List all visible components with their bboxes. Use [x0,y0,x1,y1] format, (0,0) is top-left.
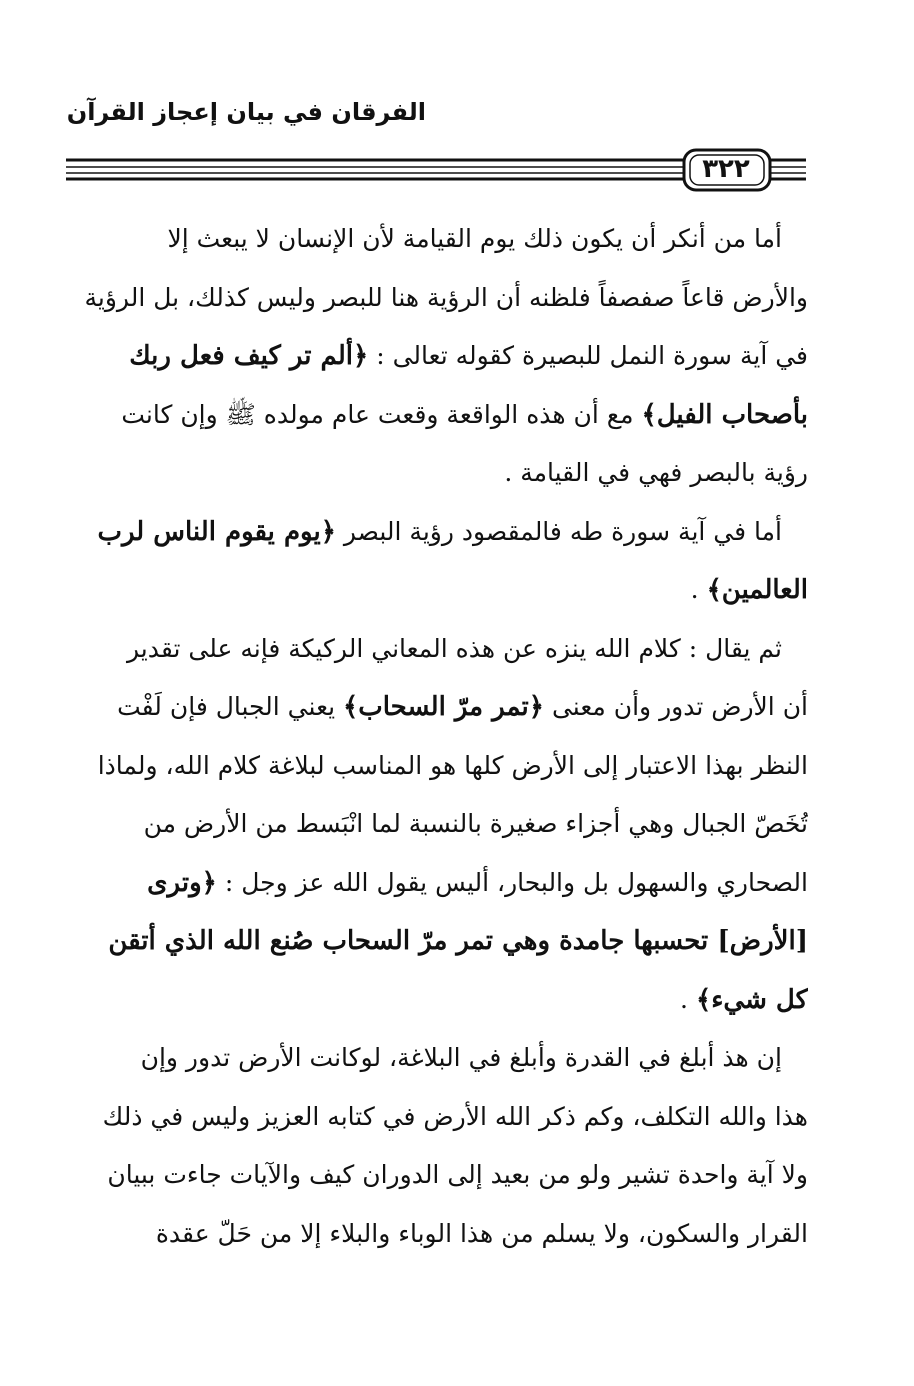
text-segment: أما في آية سورة طه فالمقصود رؤية البصر [335,516,782,546]
text-line [62,1146,808,1205]
quran-quote: ﴿ألم تر كيف فعل ربك [129,341,369,371]
text-line [62,678,808,737]
text-line [62,854,808,913]
text-line [62,971,808,1030]
text-segment: مع أن هذه الواقعة وقعت عام مولده ﷺ وإن كانت [121,399,642,429]
body-text [62,210,808,1263]
text-line [62,1205,808,1264]
quran-quote: ﴿تمر مرّ السحاب﴾ [343,692,545,722]
text-line [62,1029,808,1088]
text-line [62,386,808,445]
text-line [62,444,808,503]
text-segment: القرار والسكون، ولا يسلم من هذا الوباء والبلاء إلا من حَلّ عقدة [155,1218,808,1248]
running-title: الفرقان في بيان إعجاز القرآن [66,98,426,126]
text-line [62,1088,808,1147]
page-number: ٣٢٢ [702,154,750,184]
text-segment: هذا والله التكلف، وكم ذكر الله الأرض في كتابه العزيز وليس في ذلك [102,1101,808,1131]
text-line [62,620,808,679]
text-segment: النظر بهذا الاعتبار إلى الأرض كلها هو المناسب لبلاغة كلام الله، ولماذا [97,750,808,780]
text-line [62,269,808,328]
text-segment: يعني الجبال فإن لَفْت [117,692,344,721]
text-segment: أما من أنكر أن يكون ذلك يوم القيامة لأن الإنسان لا يبعث إلا [167,224,782,253]
quran-quote: ﴿يوم يقوم الناس لرب [97,516,336,547]
text-line [62,795,808,854]
text-line [62,561,808,620]
text-segment: والأرض قاعاً صفصفاً فلظنه أن الرؤية هنا للبصر وليس كذلك، بل الرؤية [84,282,808,312]
text-segment: إن هذ أبلغ في القدرة وأبلغ في البلاغة، لوكانت الأرض تدور وإن [140,1043,782,1072]
text-segment: رؤية بالبصر فهي في القيامة . [504,458,808,487]
text-segment: . [680,984,696,1014]
text-segment: ثم يقال : كلام الله ينزه عن هذه المعاني الركيكة فإنه على تقدير [127,633,782,663]
quran-quote: [الأرض] تحسبها جامدة وهي تمر مرّ السحاب صُنع الله الذي أتقن [108,926,808,956]
quran-quote: العالمين﴾ [706,575,808,605]
text-segment: تُخَصّ الجبال وهي أجزاء صغيرة بالنسبة لما انْبَسط من الأرض من [143,809,808,838]
quran-quote: بأصحاب الفيل﴾ [641,399,808,430]
text-segment: أن الأرض تدور وأن معنى [544,692,808,721]
text-line [62,327,808,386]
text-segment: ولا آية واحدة تشير ولو من بعيد إلى الدوران كيف والآيات جاءت ببيان [107,1160,808,1189]
text-segment: . [690,575,707,604]
text-segment: في آية سورة النمل للبصيرة كقوله تعالى : [368,341,808,370]
text-line [62,737,808,796]
text-segment: الصحاري والسهول بل والبحار، أليس يقول الله عز وجل : [216,867,808,897]
quran-quote: كل شيء﴾ [695,984,808,1015]
text-line [62,912,808,971]
text-line [62,503,808,562]
quran-quote: ﴿وترى [147,867,217,898]
text-line [62,210,808,269]
